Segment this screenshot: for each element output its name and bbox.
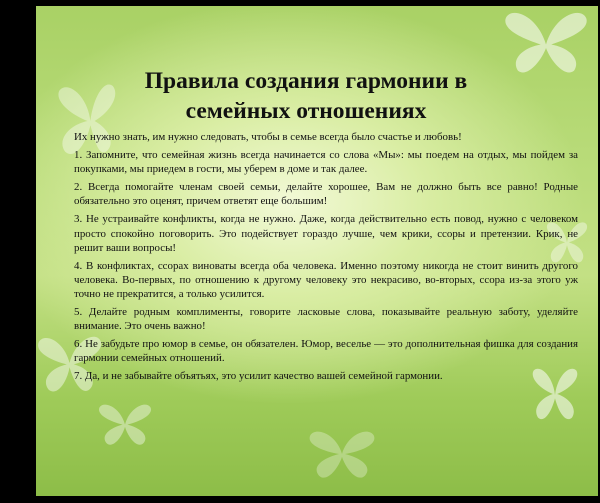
title-line-1: Правила создания гармонии в — [144, 68, 468, 94]
intro-paragraph: Их нужно знать, им нужно следовать, чтобы в семье всегда было счастье и любовь! — [74, 131, 462, 143]
butterfly-decoration-icon — [306, 424, 378, 484]
rule-paragraph: 4. В конфликтах, ссорах виноваты всегда оба человека. Именно поэтому никогда не стоит винить другого человека. Во-первых, по отношению к другому человеку это некрасиво, во-вторых, ссора из-за этого уж точно не прекратится, а только усилится. — [74, 259, 578, 300]
slide — [36, 6, 598, 496]
rules-text-block — [74, 130, 578, 388]
rule-paragraph: 6. Не забудьте про юмор в семье, он обязателен. Юмор, веселье — это дополнительная фишка для создания гармонии семейных отношений. — [74, 338, 578, 365]
rule-paragraph: 2. Всегда помогайте членам своей семьи, делайте хорошее, Вам не должно быть все равно! Родные обязательно это оценят, причем ответят еще большим! — [74, 181, 578, 208]
butterfly-decoration-icon — [96, 398, 154, 450]
rule-paragraph: 5. Делайте родным комплименты, говорите ласковые слова, показывайте реальную заботу, уделяйте внимание. Это очень важно! — [74, 306, 578, 333]
rule-paragraph: 7. Да, и не забывайте объятьях, это усилит качество вашей семейной гармонии. — [74, 370, 443, 383]
rule-paragraph: 3. Не устраивайте конфликты, когда не нужно. Даже, когда действительно есть повод, нужно с человеком просто спокойно поговорить. Это подействует гораздо лучше, чем крики, ссоры и претензии. Крик, не решит ваши вопросы! — [74, 213, 578, 254]
slide-title — [96, 66, 516, 126]
title-line-2: семейных отношениях — [185, 98, 427, 124]
rule-paragraph: 1. Запомните, что семейная жизнь всегда начинается со слова «Мы»: мы поедем на отдых, мы пойдем за покупками, мы приедем в гости, мы уберем в доме и так далее. — [74, 149, 578, 176]
